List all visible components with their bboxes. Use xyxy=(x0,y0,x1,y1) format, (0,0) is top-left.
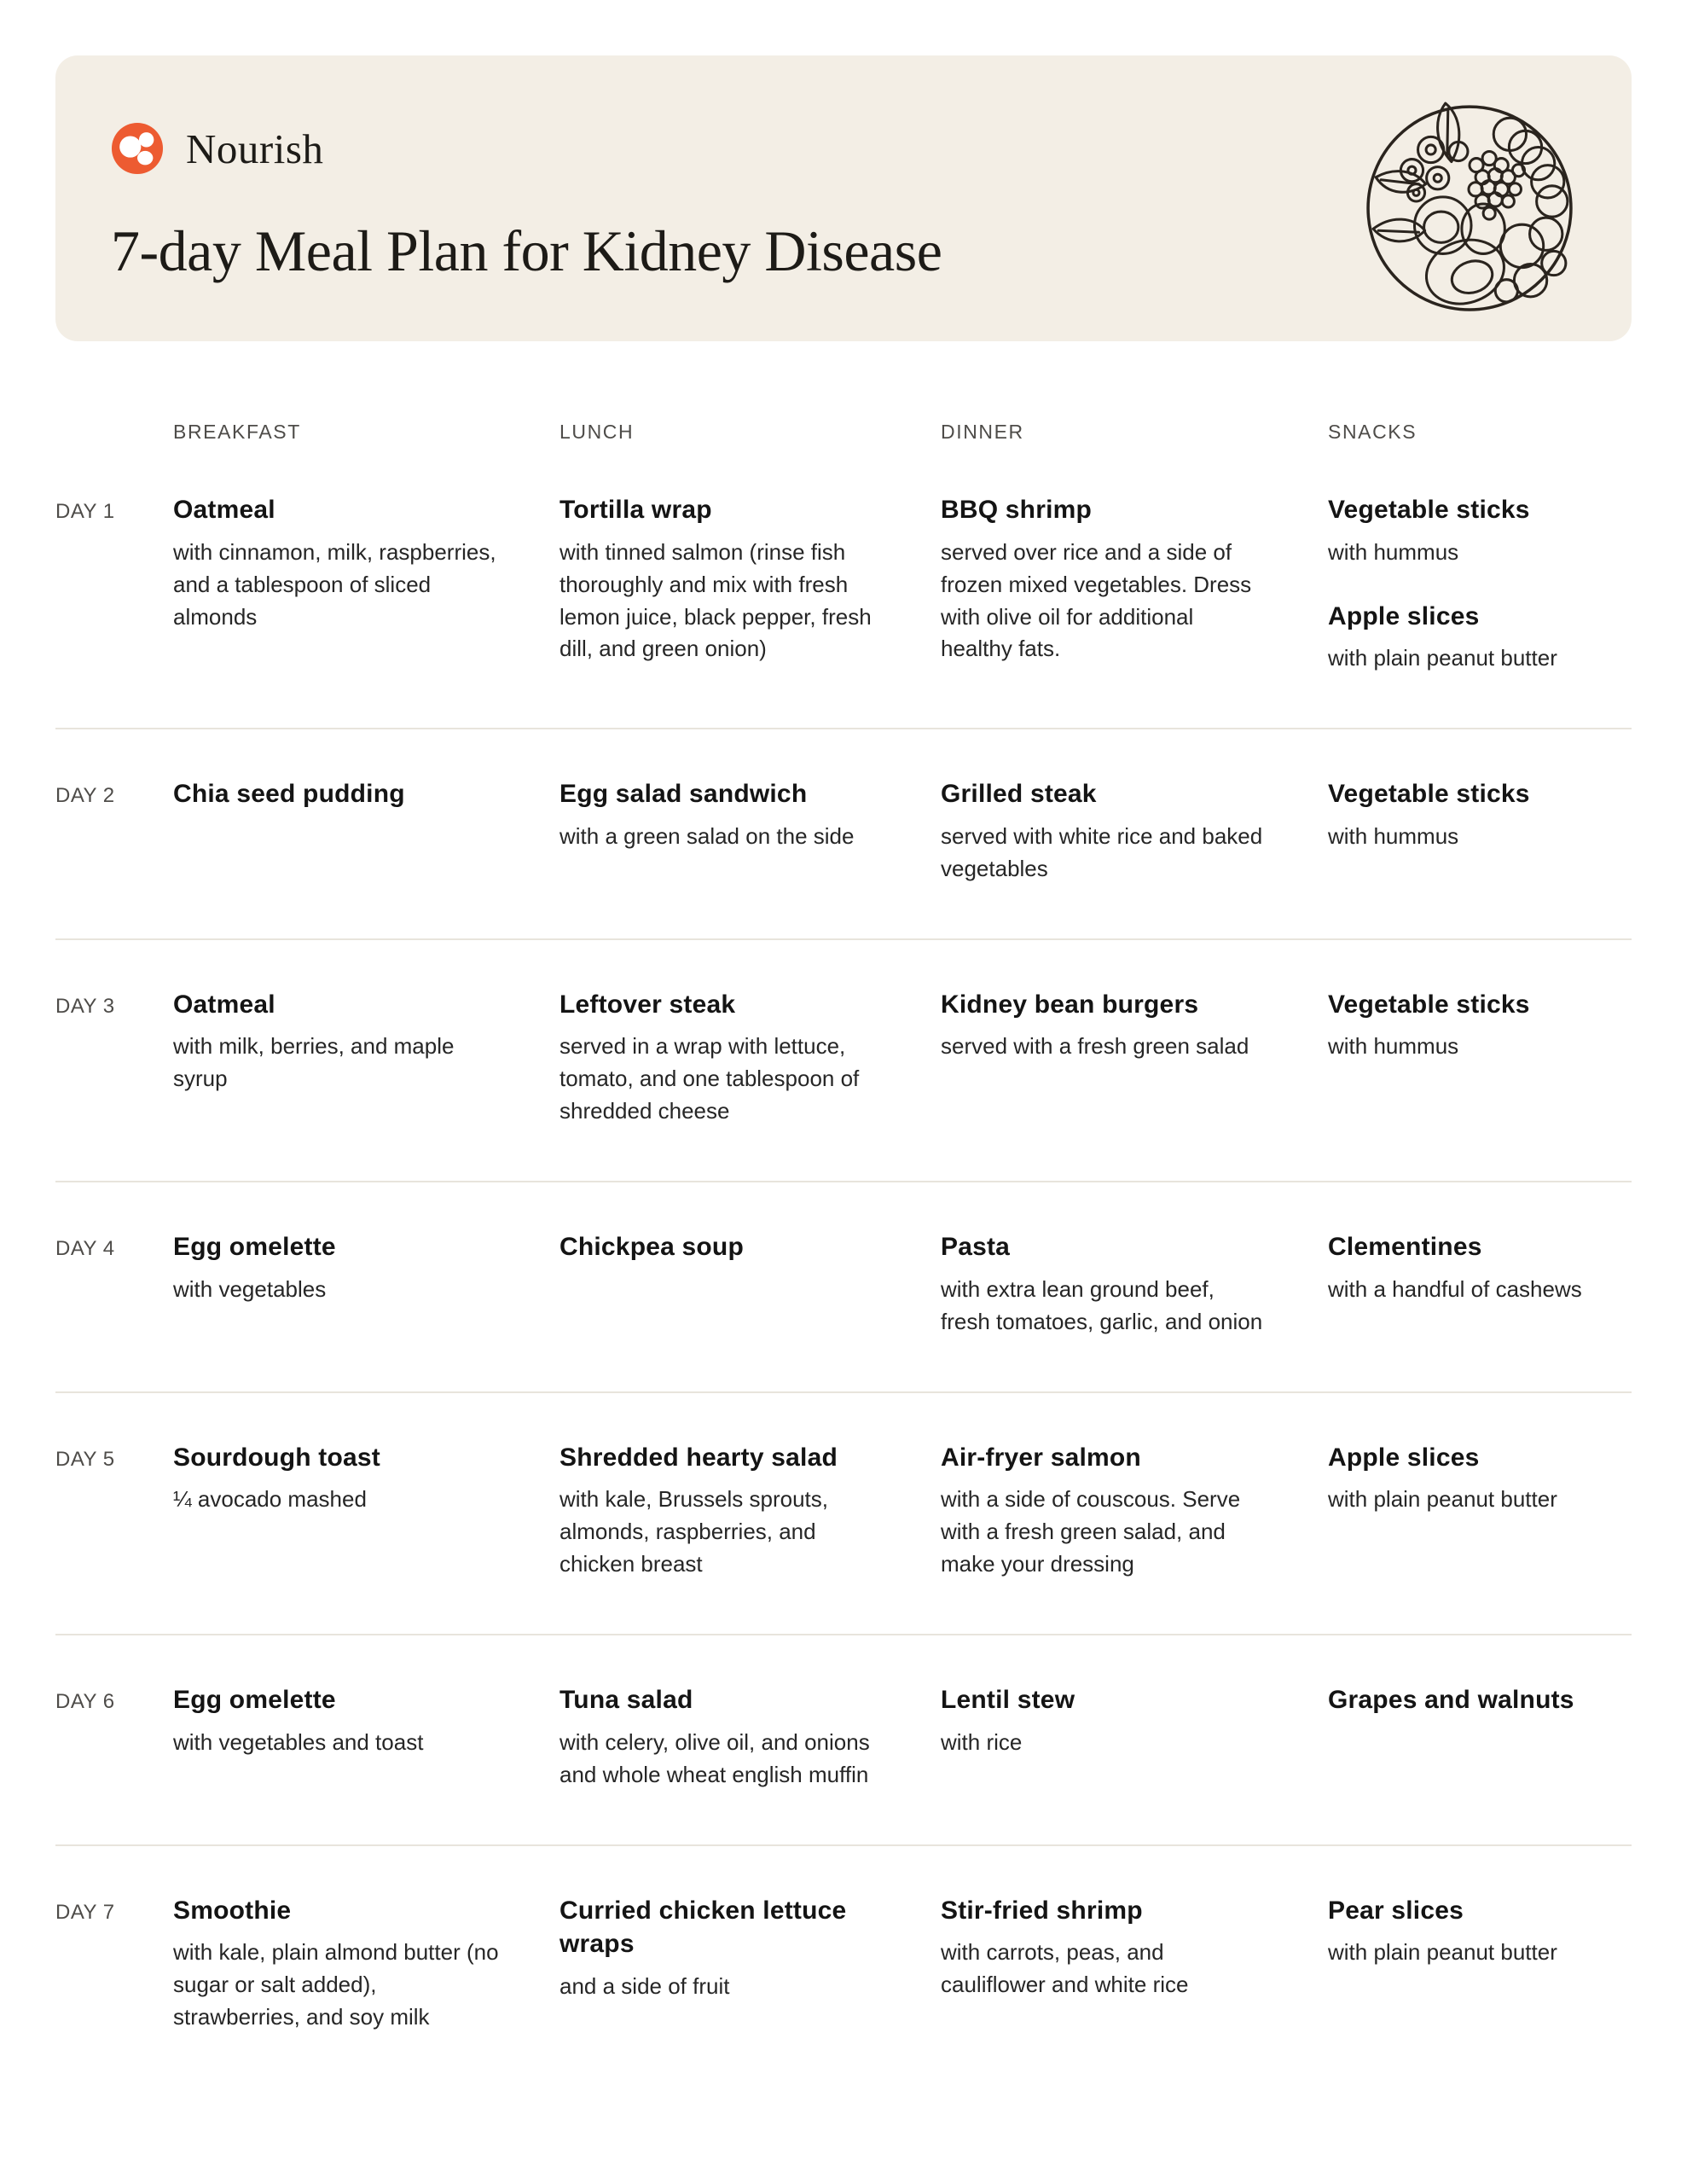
meal-item xyxy=(941,1230,1268,1339)
meal-cell-lunch xyxy=(559,777,941,886)
meal-title: Air-fryer salmon xyxy=(941,1443,1141,1472)
meal-cell-dinner xyxy=(941,777,1328,886)
meal-item xyxy=(173,777,500,811)
day-column-spacer xyxy=(55,421,173,444)
meal-cell-snacks xyxy=(1328,1441,1632,1581)
meal-cell-dinner xyxy=(941,988,1328,1128)
meal-title: Kidney bean burgers xyxy=(941,990,1199,1019)
meal-title: Lentil stew xyxy=(941,1686,1075,1714)
meal-cell-snacks xyxy=(1328,777,1632,886)
meal-item xyxy=(173,493,500,633)
day-label: DAY 2 xyxy=(55,784,115,808)
column-header-lunch: LUNCH xyxy=(559,421,635,443)
meal-item xyxy=(941,1894,1268,2002)
meal-cell-snacks xyxy=(1328,988,1632,1128)
day-row-5 xyxy=(55,1391,1632,1634)
meal-description: with plain peanut butter xyxy=(1328,645,1557,671)
food-bowl-illustration-icon xyxy=(1362,98,1577,313)
day-row-2 xyxy=(55,728,1632,938)
meal-cell-lunch xyxy=(559,1230,941,1339)
meal-description: with rice xyxy=(941,1728,1023,1755)
meal-title: Grapes and walnuts xyxy=(1328,1686,1574,1714)
meal-description: with hummus xyxy=(1328,1033,1459,1060)
meal-title: BBQ shrimp xyxy=(941,496,1093,524)
meal-cell-breakfast xyxy=(173,1441,559,1581)
day-label: DAY 1 xyxy=(55,500,115,523)
column-header-dinner: DINNER xyxy=(941,421,1024,443)
meal-title: Vegetable sticks xyxy=(1328,780,1530,809)
meal-item xyxy=(559,1441,881,1581)
meal-description: ¼ avocado mashed xyxy=(173,1486,367,1513)
column-header-breakfast: BREAKFAST xyxy=(173,421,301,443)
meal-cell-dinner xyxy=(941,1441,1328,1581)
meal-title: Oatmeal xyxy=(173,990,275,1019)
meal-title: Sourdough toast xyxy=(173,1443,380,1472)
meal-item xyxy=(1328,988,1623,1064)
meal-item xyxy=(1328,1230,1623,1306)
meal-item xyxy=(173,1441,500,1517)
meal-title: Egg omelette xyxy=(173,1233,336,1262)
meal-description: with a handful of cashews xyxy=(1328,1275,1582,1302)
meal-description: with extra lean ground beef, fresh tomatoes, garlic, and onion xyxy=(941,1275,1263,1334)
meal-cell-breakfast xyxy=(173,1230,559,1339)
meal-item xyxy=(559,1894,881,2003)
meal-description: with carrots, peas, and cauliflower and white rice xyxy=(941,1939,1189,1998)
meal-item xyxy=(941,777,1268,886)
meal-title: Stir-fried shrimp xyxy=(941,1896,1143,1925)
meal-cell-snacks xyxy=(1328,493,1632,675)
meal-description: with plain peanut butter xyxy=(1328,1486,1557,1513)
meal-cell-breakfast xyxy=(173,988,559,1128)
meal-item xyxy=(173,988,500,1096)
meal-cell-dinner xyxy=(941,1230,1328,1339)
meal-item xyxy=(173,1683,500,1759)
meal-title: Grilled steak xyxy=(941,780,1097,809)
meal-description: with vegetables xyxy=(173,1275,327,1302)
meal-description: served with a fresh green salad xyxy=(941,1033,1249,1060)
meal-cell-lunch xyxy=(559,493,941,675)
day-label: DAY 5 xyxy=(55,1447,115,1471)
meal-description: served in a wrap with lettuce, tomato, and one tablespoon of shredded cheese xyxy=(559,1033,860,1124)
meal-item xyxy=(559,1230,881,1264)
meal-title: Tortilla wrap xyxy=(559,496,712,524)
meal-item xyxy=(1328,493,1623,569)
meal-description: with kale, Brussels sprouts, almonds, raspberries, and chicken breast xyxy=(559,1486,829,1577)
meal-plan-table xyxy=(55,421,1632,2087)
meal-title: Curried chicken lettuce wraps xyxy=(559,1896,847,1959)
meal-item xyxy=(173,1894,500,2034)
meal-description: with a side of couscous. Serve with a fresh green salad, and make your dressing xyxy=(941,1486,1241,1577)
meal-title: Egg omelette xyxy=(173,1686,336,1714)
meal-item xyxy=(1328,1683,1623,1717)
meal-item xyxy=(941,1441,1268,1581)
meal-cell-snacks xyxy=(1328,1894,1632,2034)
meal-description: with tinned salmon (rinse fish thoroughly and mix with fresh lemon juice, black pepper, fresh dill, and green onion) xyxy=(559,538,872,662)
meal-title: Pear slices xyxy=(1328,1896,1464,1925)
meal-cell-breakfast xyxy=(173,493,559,675)
meal-item xyxy=(559,777,881,853)
meal-title: Smoothie xyxy=(173,1896,292,1925)
meal-description: served with white rice and baked vegetables xyxy=(941,822,1263,881)
day-label: DAY 6 xyxy=(55,1690,115,1713)
meal-description: with vegetables and toast xyxy=(173,1728,424,1755)
meal-title: Chia seed pudding xyxy=(173,780,405,809)
brand-name: Nourish xyxy=(186,125,324,172)
meal-title: Clementines xyxy=(1328,1233,1482,1262)
meal-title: Chickpea soup xyxy=(559,1233,744,1262)
meal-title: Shredded hearty salad xyxy=(559,1443,838,1472)
meal-description: with a green salad on the side xyxy=(559,822,855,849)
meal-title: Leftover steak xyxy=(559,990,736,1019)
meal-title: Apple slices xyxy=(1328,1443,1480,1472)
meal-cell-lunch xyxy=(559,1683,941,1792)
meal-title: Pasta xyxy=(941,1233,1011,1262)
meal-cell-lunch xyxy=(559,1894,941,2034)
meal-cell-dinner xyxy=(941,493,1328,675)
meal-description: with milk, berries, and maple syrup xyxy=(173,1033,455,1092)
column-header-row xyxy=(55,421,1632,444)
meal-cell-lunch xyxy=(559,988,941,1128)
meal-item xyxy=(941,493,1268,665)
meal-title: Vegetable sticks xyxy=(1328,990,1530,1019)
meal-description: with kale, plain almond butter (no sugar or salt added), strawberries, and soy milk xyxy=(173,1939,499,2030)
meal-title: Apple slices xyxy=(1328,601,1480,630)
meal-item xyxy=(173,1230,500,1306)
meal-item xyxy=(941,1683,1268,1759)
meal-description: with hummus xyxy=(1328,538,1459,565)
day-label: DAY 3 xyxy=(55,994,115,1018)
day-row-7 xyxy=(55,1844,1632,2087)
meal-title: Vegetable sticks xyxy=(1328,496,1530,524)
meal-description: with plain peanut butter xyxy=(1328,1939,1557,1966)
header-card xyxy=(55,55,1632,341)
meal-title: Tuna salad xyxy=(559,1686,693,1714)
meal-description: and a side of fruit xyxy=(559,1972,730,1999)
meal-item xyxy=(941,988,1268,1064)
column-header-snacks: SNACKS xyxy=(1328,421,1417,443)
meal-cell-breakfast xyxy=(173,777,559,886)
brand-row xyxy=(111,122,1576,175)
meal-title: Egg salad sandwich xyxy=(559,780,808,809)
meal-description: served over rice and a side of frozen mixed vegetables. Dress with olive oil for additional healthy fats. xyxy=(941,538,1252,662)
day-row-4 xyxy=(55,1181,1632,1391)
meal-cell-breakfast xyxy=(173,1894,559,2034)
day-label: DAY 4 xyxy=(55,1237,115,1261)
meal-item xyxy=(1328,600,1623,676)
meal-cell-lunch xyxy=(559,1441,941,1581)
day-label: DAY 7 xyxy=(55,1900,115,1924)
day-rows xyxy=(55,445,1632,2087)
day-row-3 xyxy=(55,938,1632,1181)
page-title: 7-day Meal Plan for Kidney Disease xyxy=(111,218,942,283)
meal-description: with hummus xyxy=(1328,822,1459,849)
meal-item xyxy=(1328,1441,1623,1517)
nourish-logo-icon xyxy=(111,122,164,175)
meal-title: Oatmeal xyxy=(173,496,275,524)
meal-cell-snacks xyxy=(1328,1230,1632,1339)
meal-cell-snacks xyxy=(1328,1683,1632,1792)
meal-description: with celery, olive oil, and onions and whole wheat english muffin xyxy=(559,1728,870,1787)
meal-item xyxy=(1328,1894,1623,1970)
meal-item xyxy=(559,1683,881,1792)
day-row-6 xyxy=(55,1634,1632,1844)
meal-item xyxy=(559,988,881,1128)
meal-item xyxy=(1328,777,1623,853)
meal-item xyxy=(559,493,881,665)
meal-description: with cinnamon, milk, raspberries, and a tablespoon of sliced almonds xyxy=(173,538,496,630)
meal-cell-breakfast xyxy=(173,1683,559,1792)
meal-cell-dinner xyxy=(941,1894,1328,2034)
meal-cell-dinner xyxy=(941,1683,1328,1792)
day-row-1 xyxy=(55,445,1632,728)
